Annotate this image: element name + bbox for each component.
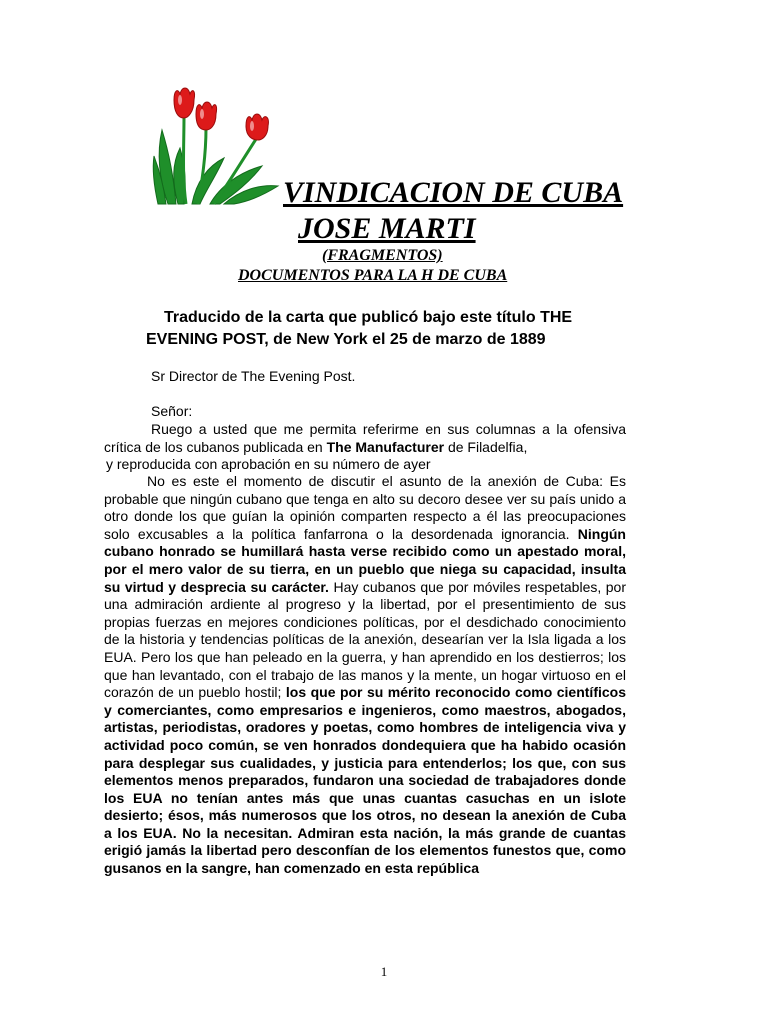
paragraph-1 (104, 421, 626, 456)
paragraph-2-bold-b: los que por su mérito reconocido como científicos y comerciantes, como empresarios e ingenieros, como maestros, abogados, artistas, periodistas, oradores y poetas, como hombres de inteligencia viva y actividad poco común, se ven honrados dondequiera que ha habido ocasión para desplegar sus cualidades, y justicia para entenderlos; los que, con sus elementos menos preparados, fundaron una sociedad de trabajadores donde los EUA no tenían antes más que unas cuantas casuchas en un islote desierto; ésos, más numerosos que los otros, no desean la anexión de Cuba a los EUA. No la necesitan. Admiran esta nación, la más grande de cuantas erigió jamás la libertad pero desconfían de los elementos funestos que, como gusanos en la sangre, han comenzado en esta república (104, 684, 626, 877)
paragraph-2 (104, 473, 626, 878)
paragraph-1-last-line: y reproducida con aprobación en su número de ayer (106, 456, 431, 472)
salutation: Señor: (151, 403, 193, 419)
fragments-note: (FRAGMENTOS) (322, 247, 443, 264)
paragraph-2-text-a: No es este el momento de discutir el asunto de la anexión de Cuba: Es probable que ningún cubano que tenga en alto su decoro desee ver su país unido a otro donde los que guían la opinión comparten respecto a él las preocupaciones solo excusables a la política fanfarrona o la desordenada ignorancia. (104, 473, 626, 542)
tulips-logo (150, 86, 285, 206)
subtitle-line-2: EVENING POST, de New York el 25 de marzo de 1889 (146, 331, 546, 348)
manufacturer-name: The Manufacturer (326, 438, 445, 455)
addressee-line: Sr Director de The Evening Post. (151, 368, 356, 384)
document-author: JOSE MARTI (298, 212, 476, 245)
paragraph-1-tail: de Filadelfia, (444, 438, 528, 455)
page-number: 1 (380, 964, 388, 979)
paragraph-2-text-b: Hay cubanos que por móviles respetables, por una admiración ardiente al progreso y la libertad, por el presentimiento de sus propias fuerzas en mejores condiciones políticas, por el desdichado conocimiento de la historia y tendencias políticas de la anexión, desearían ver la Isla ligada a los EUA. Pero los que han peleado en la guerra, y han aprendido en los destierros; los que han levantado, con el trabajo de las manos y la mente, un hogar virtuoso en el corazón de un pueblo hostil; (104, 578, 626, 701)
paragraph-1-text: Ruego a usted que me permita referirme en sus columnas a la ofensiva crítica de los cubanos publicada en (104, 421, 626, 455)
translation-subtitle (146, 307, 626, 351)
paragraph-2-bold-a: Ningún cubano honrado se humillará hasta verse recibido como un apestado moral, por el mero valor de su tierra, en un pueblo que niega su capacidad, insulta su virtud y desprecia su carácter. (104, 525, 626, 595)
subtitle-line-1: Traducido de la carta que publicó bajo este título THE (164, 309, 573, 326)
collection-heading: DOCUMENTOS PARA LA H DE CUBA (238, 267, 508, 284)
tulips-icon (150, 86, 285, 206)
document-title: VINDICACION DE CUBA (283, 176, 624, 209)
